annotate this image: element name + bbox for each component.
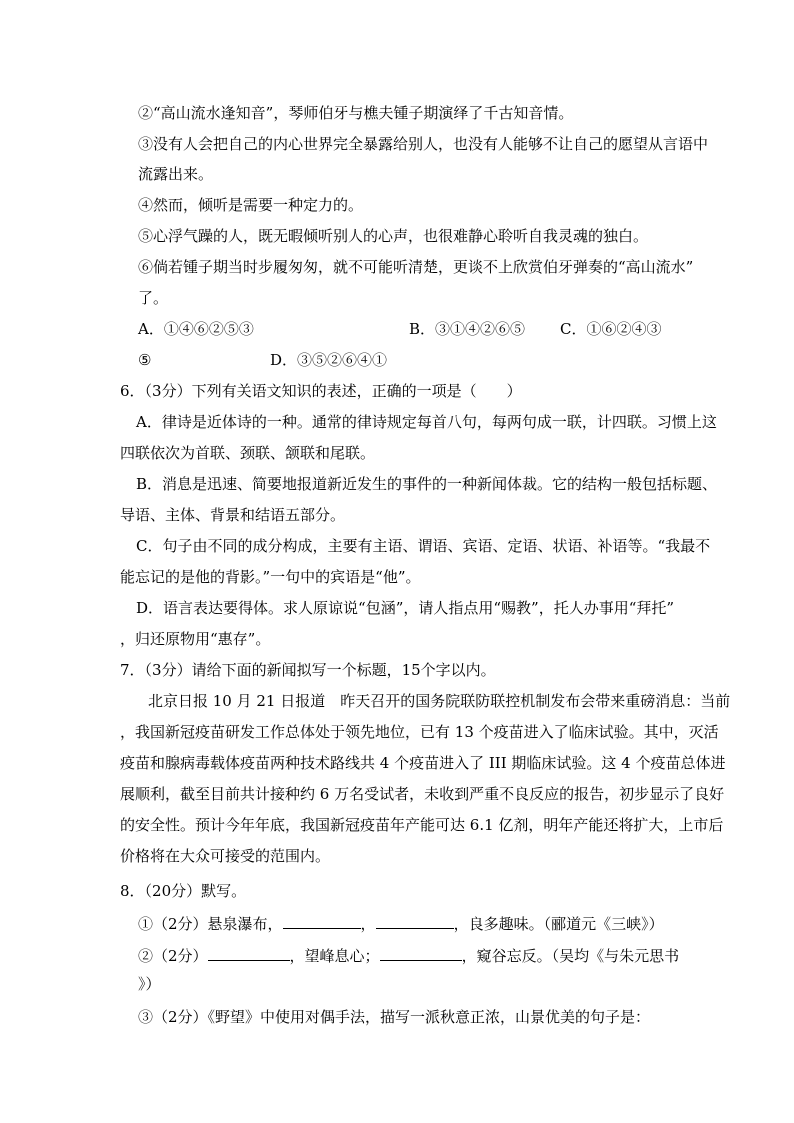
q6-option-b-line-2: 导语、主体、背景和结语五部分。 (120, 506, 346, 524)
sentence-6-line-1: ⑥倘若锺子期当时步履匆匆，就不可能听清楚，更谈不上欣赏伯牙弹奏的“高山流水” (138, 258, 694, 276)
option-d[interactable]: D．③⑤②⑥④① (270, 351, 388, 369)
q8-item-2 (138, 944, 679, 966)
q8-item-2-line-2: 》） (138, 975, 161, 993)
q8-item-2-blank-1[interactable] (208, 944, 290, 961)
q7-stem: 7．（3分）请给下面的新闻拟写一个标题，15个字以内。 (120, 661, 496, 679)
q7-news-line-5: 的安全性。预计今年年底，我国新冠疫苗年产能可达 6.1 亿剂，明年产能还将扩大，上市后 (120, 816, 724, 834)
q8-item-1-suffix: ，良多趣味。（郦道元《三峡》） (453, 915, 664, 933)
sentence-3-line-2: 流露出来。 (138, 165, 214, 183)
q8-item-1-separator: ， (360, 915, 376, 933)
q8-item-2-suffix: ，窥谷忘反。（吴均《与朱元思书 (461, 947, 680, 965)
q7-news-line-4: 展顺利，截至目前共计接种约 6 万名受试者，未收到严重不良反应的报告，初步显示了良好 (120, 785, 725, 803)
sentence-6-line-2: 了。 (138, 289, 169, 307)
sentence-4: ④然而，倾听是需要一种定力的。 (138, 196, 364, 214)
sentence-2: ②“高山流水逢知音”，琴师伯牙与樵夫锺子期演绎了千古知音情。 (138, 104, 574, 122)
q8-item-1 (138, 912, 664, 934)
q6-option-b-line-1[interactable]: B．消息是迅速、简要地报道新近发生的事件的一种新闻体裁。它的结构一般包括标题、 (136, 475, 718, 493)
option-c[interactable]: C．①⑥②④③ (560, 320, 662, 338)
q6-stem: 6．（3分）下列有关语文知识的表述，正确的一项是（ ） (120, 382, 522, 400)
q8-item-2-prefix: ②（2分） (138, 947, 208, 965)
option-b[interactable]: B．③①④②⑥⑤ (409, 320, 526, 338)
q8-item-3: ③（2分）《野望》中使用对偶手法，描写一派秋意正浓，山景优美的句子是： (138, 1008, 651, 1026)
q6-option-d-line-1[interactable]: D．语言表达要得体。求人原谅说“包涵”，请人指点用“赐教”，托人办事用“拜托” (136, 599, 675, 617)
option-a[interactable]: A．①④⑥②⑤③ (138, 320, 254, 338)
q7-news-line-1: 北京日报 10 月 21 日报道 昨天召开的国务院联防联控机制发布会带来重磅消息：当前 (148, 692, 731, 710)
q8-stem: 8．（20分）默写。 (120, 882, 247, 900)
q8-item-2-middle: ，望峰息心； (289, 947, 380, 965)
q7-news-line-6: 价格将在大众可接受的范围内。 (120, 847, 331, 865)
q6-option-a-line-1[interactable]: A．律诗是近体诗的一种。通常的律诗规定每首八句，每两句成一联，计四联。习惯上这 (136, 413, 717, 431)
q8-item-1-blank-2[interactable] (376, 912, 454, 929)
q6-option-a-line-2: 四联依次为首联、颈联、颔联和尾联。 (120, 444, 376, 462)
q6-option-d-line-2: ，归还原物用“惠存”。 (120, 630, 271, 648)
q7-news-line-2: ，我国新冠疫苗研发工作总体处于领先地位，已有 13 个疫苗进入了临床试验。其中，灭活 (120, 723, 719, 741)
q8-item-1-prefix: ①（2分）悬泉瀑布， (138, 915, 283, 933)
q6-option-c-line-2: 能忘记的是他的背影。”一句中的宾语是“他”。 (120, 568, 421, 586)
q7-news-line-3: 疫苗和腺病毒载体疫苗两种技术路线共 4 个疫苗进入了 III 期临床试验。这 4 个疫苗总体进 (120, 754, 726, 772)
sentence-5: ⑤心浮气躁的人，既无暇倾听别人的心声，也很难静心聆听自我灵魂的独白。 (138, 227, 649, 245)
q6-option-c-line-1[interactable]: C．句子由不同的成分构成，主要有主语、谓语、宾语、定语、状语、补语等。“我最不 (136, 537, 711, 555)
q8-item-1-blank-1[interactable] (283, 912, 361, 929)
q8-item-2-blank-2[interactable] (380, 944, 462, 961)
sentence-3-line-1: ③没有人会把自己的内心世界完全暴露给别人，也没有人能够不让自己的愿望从言语中 (138, 135, 709, 153)
option-c-continuation: ⑤ (138, 351, 152, 369)
